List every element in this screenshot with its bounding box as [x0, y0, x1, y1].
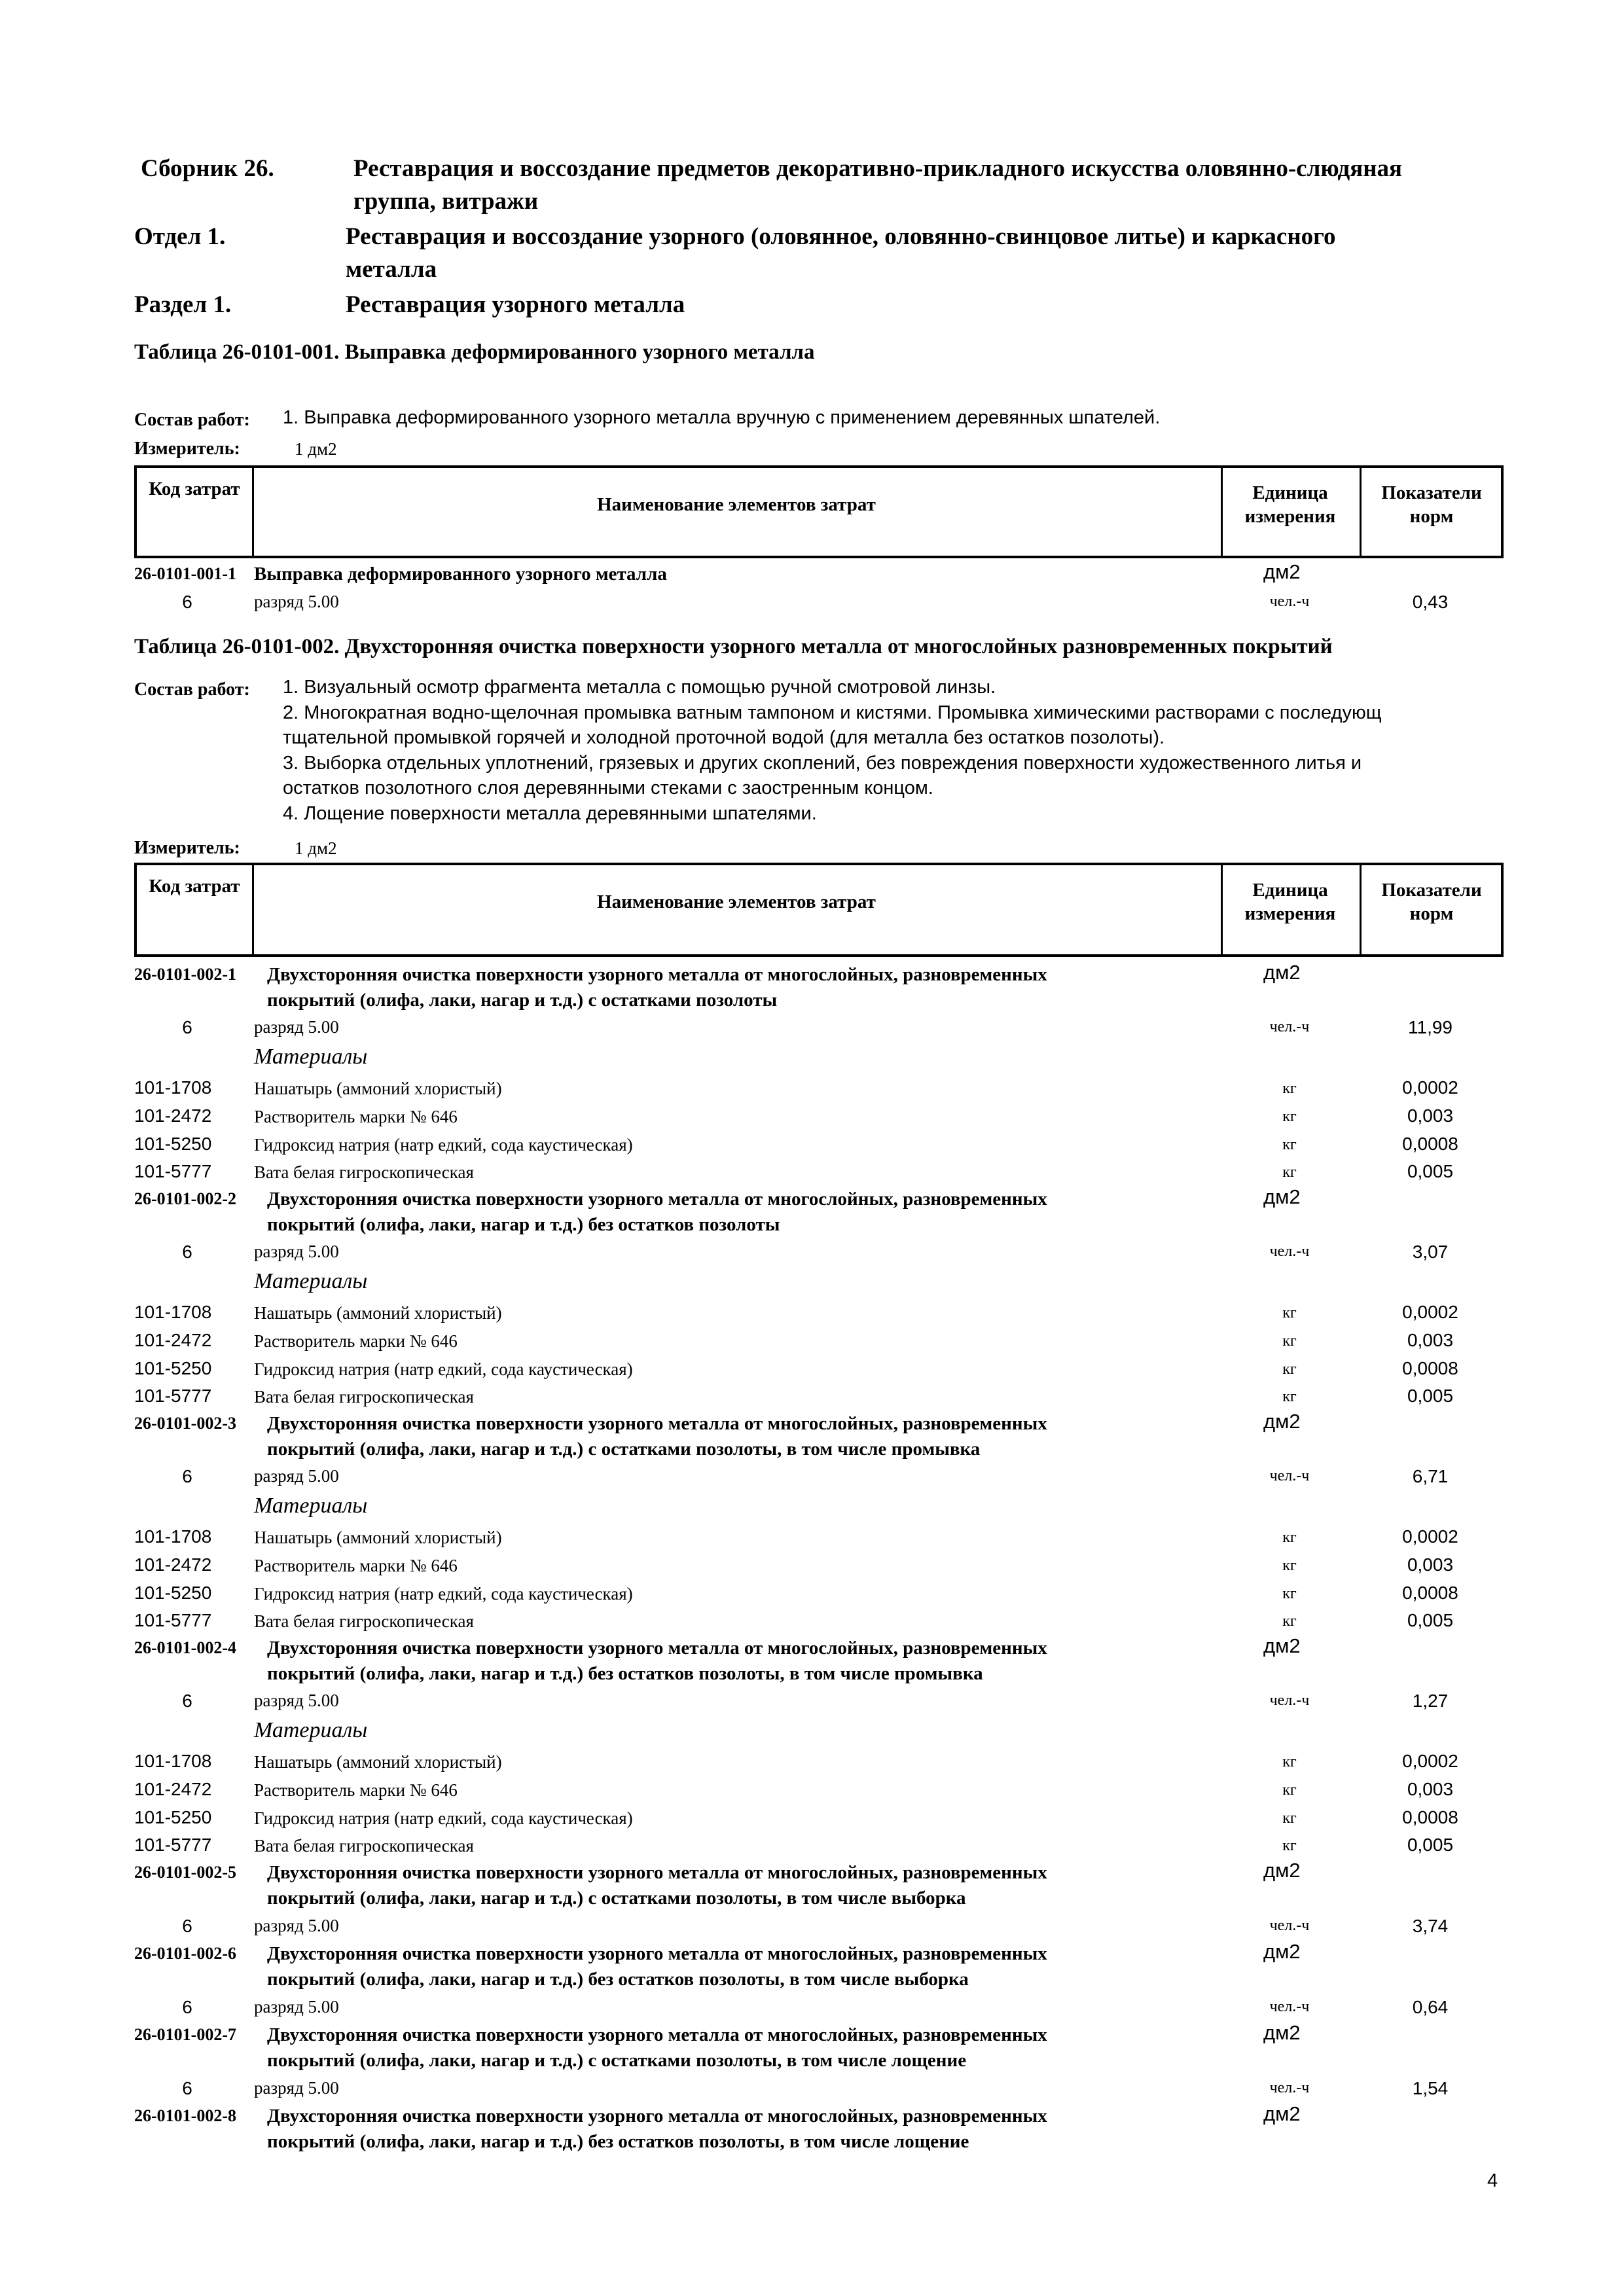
material-unit: кг — [1282, 1837, 1297, 1855]
table1-header — [134, 465, 1504, 558]
col-unit-line2: измерения — [1244, 903, 1336, 924]
material-name: Вата белая гигроскопическая — [254, 1387, 474, 1407]
col-norm-header — [1360, 878, 1504, 925]
col-norm-line2: норм — [1409, 903, 1454, 924]
sostav-line: тщательной промывкой горячей и холодной проточной водой (для металла без остатков позолоты). — [283, 727, 1165, 748]
item-code: 26-0101-002-8 — [134, 2106, 236, 2125]
rank-name: разряд 5.00 — [254, 1997, 339, 2017]
material-name: Растворитель марки № 646 — [254, 1555, 458, 1575]
material-code: 101-1708 — [134, 1302, 212, 1322]
material-value: 0,005 — [1407, 1161, 1454, 1182]
materials-heading: Материалы — [254, 1269, 368, 1293]
table1-measure-label: Измеритель: — [134, 439, 240, 459]
item-unit: дм2 — [1263, 1634, 1301, 1657]
materials-heading: Материалы — [254, 1045, 368, 1069]
material-unit: кг — [1282, 1529, 1297, 1546]
material-code: 101-5777 — [134, 1161, 212, 1182]
material-value: 0,005 — [1407, 1835, 1454, 1856]
item-name-line2: покрытий (олифа, лаки, нагар и т.д.) без остатков позолоты, в том числе промывка — [267, 1663, 983, 1684]
item-name-line2: покрытий (олифа, лаки, нагар и т.д.) без остатков позолоты — [267, 1214, 780, 1235]
item-code: 26-0101-002-1 — [134, 965, 236, 984]
material-code: 101-5250 — [134, 1582, 212, 1603]
item-unit: дм2 — [1263, 2102, 1301, 2125]
material-unit: кг — [1282, 1164, 1297, 1181]
material-code: 101-5250 — [134, 1357, 212, 1378]
item-name-line2: покрытий (олифа, лаки, нагар и т.д.) с остатками позолоты, в том числе промывка — [267, 1439, 981, 1460]
page-number: 4 — [1487, 2170, 1498, 2191]
item-unit: дм2 — [1263, 1940, 1301, 1963]
material-value: 0,003 — [1407, 1329, 1454, 1350]
materials-heading: Материалы — [254, 1718, 368, 1742]
materials-heading: Материалы — [254, 1494, 368, 1518]
material-name: Гидроксид натрия (натр едкий, сода каустическая) — [254, 1359, 633, 1379]
table1-title: Таблица 26-0101-001. Выправка деформированного узорного металла — [134, 340, 815, 364]
item-name-line1: Двухсторонняя очистка поверхности узорного металла от многослойных, разновременных — [267, 1189, 1047, 1210]
material-unit: кг — [1282, 1388, 1297, 1406]
rank-unit: чел.-ч — [1269, 1243, 1310, 1260]
item-name-line2: покрытий (олифа, лаки, нагар и т.д.) с остатками позолоты, в том числе лощение — [267, 2050, 967, 2071]
rank-code: 6 — [182, 1691, 192, 1711]
col-name-header: Наименование элементов затрат — [597, 494, 876, 515]
rank-name: разряд 5.00 — [254, 1242, 339, 1261]
rank-name: разряд 5.00 — [254, 2078, 339, 2098]
material-code: 101-1708 — [134, 1751, 212, 1771]
item-name-line2: покрытий (олифа, лаки, нагар и т.д.) с остатками позолоты — [267, 990, 778, 1011]
rank-code: 6 — [182, 1017, 192, 1037]
table2-measure-value: 1 дм2 — [295, 838, 337, 858]
otdel-title-line2: металла — [346, 256, 437, 283]
rank-unit: чел.-ч — [1269, 1018, 1310, 1035]
material-unit: кг — [1282, 1781, 1297, 1799]
material-value: 0,003 — [1407, 1105, 1454, 1126]
col-unit-header — [1221, 878, 1360, 925]
table2-title: Таблица 26-0101-002. Двухсторонняя очистка поверхности узорного металла от многослойных разновременных покрытий — [134, 635, 1333, 658]
material-value: 0,0002 — [1402, 1077, 1458, 1098]
rank-value: 0,43 — [1412, 592, 1449, 612]
item-name-line1: Двухсторонняя очистка поверхности узорного металла от многослойных, разновременных — [267, 2024, 1047, 2045]
item-code: 26-0101-002-6 — [134, 1944, 236, 1963]
material-code: 101-2472 — [134, 1105, 212, 1126]
sbornik-title-line1: Реставрация и воссоздание предметов декоративно-прикладного искусства оловянно-слюдяная — [353, 155, 1403, 182]
material-code: 101-1708 — [134, 1077, 212, 1098]
material-unit: кг — [1282, 1613, 1297, 1630]
rank-unit: чел.-ч — [1269, 593, 1310, 610]
material-value: 0,0008 — [1402, 1582, 1458, 1603]
material-value: 0,0008 — [1402, 1806, 1458, 1827]
material-unit: кг — [1282, 1360, 1297, 1378]
rank-name: разряд 5.00 — [254, 1466, 339, 1486]
material-name: Растворитель марки № 646 — [254, 1331, 458, 1351]
rank-value: 3,74 — [1412, 1916, 1449, 1936]
material-value: 0,0008 — [1402, 1357, 1458, 1378]
rank-unit: чел.-ч — [1269, 1998, 1310, 2015]
item-name-line1: Двухсторонняя очистка поверхности узорного металла от многослойных, разновременных — [267, 1862, 1047, 1883]
item-code: 26-0101-002-3 — [134, 1414, 236, 1433]
sostav-line: остатков позолотного слоя деревянными стеками с заостренным концом. — [283, 778, 933, 798]
item-code: 26-0101-002-4 — [134, 1638, 236, 1657]
material-code: 101-5777 — [134, 1386, 212, 1407]
sostav-line: 2. Многократная водно-щелочная промывка ватным тампоном и кистями. Промывка химическими растворами с последующ — [283, 702, 1382, 723]
rank-name: разряд 5.00 — [254, 1916, 339, 1935]
rank-code: 6 — [182, 1466, 192, 1486]
otdel-label: Отдел 1. — [134, 223, 226, 250]
sostav-line: 4. Лощение поверхности металла деревянными шпателями. — [283, 802, 817, 824]
material-code: 101-2472 — [134, 1329, 212, 1350]
material-code: 101-5250 — [134, 1133, 212, 1154]
table1-sostav-label: Состав работ: — [134, 410, 250, 430]
col-norm-header — [1360, 481, 1504, 528]
item-name: Выправка деформированного узорного металла — [254, 564, 667, 584]
col-code-header: Код затрат — [149, 478, 240, 499]
item-name-line2: покрытий (олифа, лаки, нагар и т.д.) с остатками позолоты, в том числе выборка — [267, 1888, 966, 1909]
rank-unit: чел.-ч — [1269, 2079, 1310, 2096]
otdel-title-line1: Реставрация и воссоздание узорного (оловянное, оловянно-свинцовое литье) и каркасного — [346, 223, 1336, 250]
material-code: 101-5250 — [134, 1806, 212, 1827]
item-code: 26-0101-001-1 — [134, 564, 236, 583]
material-unit: кг — [1282, 1809, 1297, 1827]
razdel-title: Реставрация узорного металла — [346, 291, 685, 318]
col-name-header: Наименование элементов затрат — [597, 891, 876, 912]
material-value: 0,0002 — [1402, 1526, 1458, 1547]
material-name: Вата белая гигроскопическая — [254, 1836, 474, 1856]
material-code: 101-5777 — [134, 1835, 212, 1856]
rank-name: разряд 5.00 — [254, 592, 339, 611]
material-code: 101-5777 — [134, 1610, 212, 1631]
rank-value: 1,27 — [1412, 1691, 1449, 1711]
material-name: Вата белая гигроскопическая — [254, 1611, 474, 1632]
material-value: 0,003 — [1407, 1778, 1454, 1799]
rank-name: разряд 5.00 — [254, 1691, 339, 1710]
material-unit: кг — [1282, 1107, 1297, 1125]
table2-header — [134, 863, 1504, 957]
col-norm-line2: норм — [1409, 506, 1454, 527]
rank-code: 6 — [182, 2078, 192, 2098]
rank-unit: чел.-ч — [1269, 1467, 1310, 1484]
material-value: 0,0002 — [1402, 1302, 1458, 1322]
material-code: 101-2472 — [134, 1778, 212, 1799]
material-name: Гидроксид натрия (натр едкий, сода каустическая) — [254, 1583, 633, 1604]
material-name: Нашатырь (аммоний хлористый) — [254, 1079, 502, 1098]
col-unit-line2: измерения — [1244, 506, 1336, 527]
item-code: 26-0101-002-7 — [134, 2025, 236, 2044]
col-code-header: Код затрат — [149, 876, 240, 897]
material-value: 0,003 — [1407, 1554, 1454, 1575]
material-name: Растворитель марки № 646 — [254, 1106, 458, 1126]
rank-value: 0,64 — [1412, 1997, 1449, 2017]
material-name: Нашатырь (аммоний хлористый) — [254, 1528, 502, 1547]
material-unit: кг — [1282, 1080, 1297, 1097]
col-unit-line1: Единица — [1252, 482, 1328, 503]
item-name-line1: Двухсторонняя очистка поверхности узорного металла от многослойных, разновременных — [267, 1638, 1047, 1659]
rank-code: 6 — [182, 592, 192, 612]
material-name: Гидроксид натрия (натр едкий, сода каустическая) — [254, 1134, 633, 1155]
rank-name: разряд 5.00 — [254, 1017, 339, 1037]
rank-value: 1,54 — [1412, 2078, 1449, 2098]
material-name: Гидроксид натрия (натр едкий, сода каустическая) — [254, 1808, 633, 1828]
razdel-label: Раздел 1. — [134, 291, 232, 318]
col-unit-line1: Единица — [1252, 880, 1328, 901]
item-code: 26-0101-002-2 — [134, 1189, 236, 1208]
item-name-line1: Двухсторонняя очистка поверхности узорного металла от многослойных, разновременных — [267, 964, 1047, 985]
material-name: Нашатырь (аммоний хлористый) — [254, 1303, 502, 1323]
item-unit: дм2 — [1263, 2021, 1301, 2044]
sbornik-title-line2: группа, витражи — [353, 188, 539, 215]
material-unit: кг — [1282, 1556, 1297, 1574]
rank-code: 6 — [182, 1242, 192, 1262]
rank-code: 6 — [182, 1997, 192, 2017]
item-unit: дм2 — [1263, 961, 1301, 984]
material-unit: кг — [1282, 1753, 1297, 1770]
material-value: 0,005 — [1407, 1386, 1454, 1407]
material-unit: кг — [1282, 1585, 1297, 1602]
table1-sostav-line: 1. Выправка деформированного узорного металла вручную с применением деревянных шпателей. — [283, 407, 1161, 428]
item-name-line2: покрытий (олифа, лаки, нагар и т.д.) без остатков позолоты, в том числе лощение — [267, 2131, 969, 2152]
item-name-line1: Двухсторонняя очистка поверхности узорного металла от многослойных, разновременных — [267, 1943, 1047, 1964]
sostav-line: 3. Выборка отдельных уплотнений, грязевых и других скоплений, без повреждения поверхности художественного литья и — [283, 752, 1362, 774]
item-unit: дм2 — [1263, 1859, 1301, 1882]
table1-measure-value: 1 дм2 — [295, 439, 337, 459]
item-unit: дм2 — [1263, 1410, 1301, 1433]
material-name: Вата белая гигроскопическая — [254, 1162, 474, 1183]
col-norm-line1: Показатели — [1381, 482, 1482, 503]
rank-code: 6 — [182, 1916, 192, 1936]
item-name-line1: Двухсторонняя очистка поверхности узорного металла от многослойных, разновременных — [267, 1413, 1047, 1434]
rank-value: 6,71 — [1412, 1466, 1449, 1486]
item-unit: дм2 — [1263, 560, 1301, 583]
sbornik-label: Сборник 26. — [141, 155, 274, 182]
table2-sostav-label: Состав работ: — [134, 679, 250, 700]
rank-value: 3,07 — [1412, 1242, 1449, 1262]
material-value: 0,0002 — [1402, 1751, 1458, 1771]
material-name: Нашатырь (аммоний хлористый) — [254, 1752, 502, 1772]
material-code: 101-2472 — [134, 1554, 212, 1575]
material-unit: кг — [1282, 1304, 1297, 1321]
rank-unit: чел.-ч — [1269, 1692, 1310, 1709]
item-name-line1: Двухсторонняя очистка поверхности узорного металла от многослойных, разновременных — [267, 2106, 1047, 2126]
col-unit-header — [1221, 481, 1360, 528]
sostav-line: 1. Визуальный осмотр фрагмента металла с помощью ручной смотровой линзы. — [283, 677, 996, 698]
material-name: Растворитель марки № 646 — [254, 1780, 458, 1800]
col-norm-line1: Показатели — [1381, 880, 1482, 901]
material-value: 0,0008 — [1402, 1133, 1458, 1154]
rank-unit: чел.-ч — [1269, 1917, 1310, 1934]
material-unit: кг — [1282, 1136, 1297, 1153]
table2-measure-label: Измеритель: — [134, 838, 240, 858]
rank-value: 11,99 — [1408, 1017, 1453, 1037]
item-code: 26-0101-002-5 — [134, 1863, 236, 1882]
item-name-line2: покрытий (олифа, лаки, нагар и т.д.) без остатков позолоты, в том числе выборка — [267, 1969, 969, 1990]
material-code: 101-1708 — [134, 1526, 212, 1547]
material-unit: кг — [1282, 1332, 1297, 1350]
material-value: 0,005 — [1407, 1610, 1454, 1631]
item-unit: дм2 — [1263, 1185, 1301, 1208]
